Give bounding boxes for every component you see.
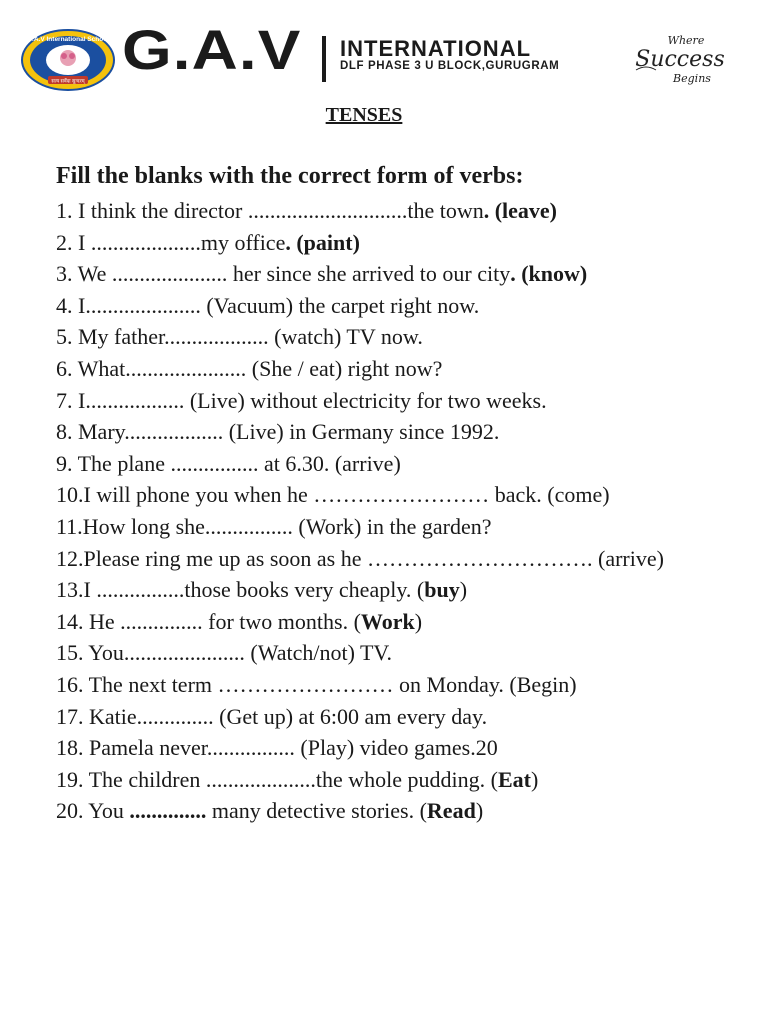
tagline-logo: [628, 30, 732, 86]
question-item: 2. I ....................my office. (paint): [56, 229, 360, 255]
question-item: 14. He ............... for two months. (Work): [56, 608, 423, 634]
school-address: DLF PHASE 3 U BLOCK,GURUGRAM: [340, 60, 560, 72]
svg-text:सत्य सर्वेदा सुन्दरम्: सत्य सर्वेदा सुन्दरम्: [51, 78, 85, 85]
question-item: 4. I..................... (Vacuum) the carpet right now.: [56, 292, 480, 318]
question-item: 16. The next term …………………… on Monday. (Begin): [56, 671, 577, 697]
question-item: 17. Katie.............. (Get up) at 6:00 am every day.: [56, 703, 488, 729]
header: [0, 0, 768, 100]
school-name-block: [322, 36, 598, 82]
question-list: [56, 195, 664, 827]
question-item: 19. The children ....................the whole pudding. (Eat): [56, 766, 539, 792]
svg-text:G.A.V International School: G.A.V International School: [27, 36, 109, 43]
svg-text:Success: Success: [635, 47, 725, 72]
brand-wordmark: G.A.V: [122, 18, 302, 81]
question-item: 6. What...................... (She / eat) right now?: [56, 355, 443, 381]
school-name: INTERNATIONAL: [340, 36, 532, 61]
school-crest-logo: [20, 28, 116, 92]
question-item: 1. I think the director .............................the town. (leave): [56, 198, 558, 223]
question-item: 11.How long she................ (Work) in the garden?: [56, 513, 492, 539]
page-title: TENSES: [325, 104, 403, 126]
question-item: 20. You .............. many detective stories. (Read): [56, 798, 484, 824]
question-item: 3. We ..................... her since she arrived to our city. (know): [56, 261, 588, 287]
svg-text:Begins: Begins: [673, 72, 711, 85]
question-item: 5. My father................... (watch) TV now.: [56, 324, 423, 350]
question-item: 8. Mary.................. (Live) in Germany since 1992.: [56, 419, 500, 445]
question-item: 7. I.................. (Live) without electricity for two weeks.: [56, 387, 547, 413]
question-item: 13.I ................those books very cheaply. (buy): [56, 577, 468, 603]
question-item: 9. The plane ................ at 6.30. (arrive): [56, 450, 401, 476]
question-item: 12.Please ring me up as soon as he …………………………. (arrive): [56, 545, 664, 571]
svg-text:Where: Where: [667, 34, 705, 47]
question-item: 15. You...................... (Watch/not) TV.: [56, 640, 392, 666]
instruction-heading: Fill the blanks with the correct form of verbs:: [56, 163, 524, 189]
question-item: 18. Pamela never................ (Play) video games.20: [56, 735, 498, 761]
question-item: 10.I will phone you when he …………………… back. (come): [56, 482, 610, 508]
